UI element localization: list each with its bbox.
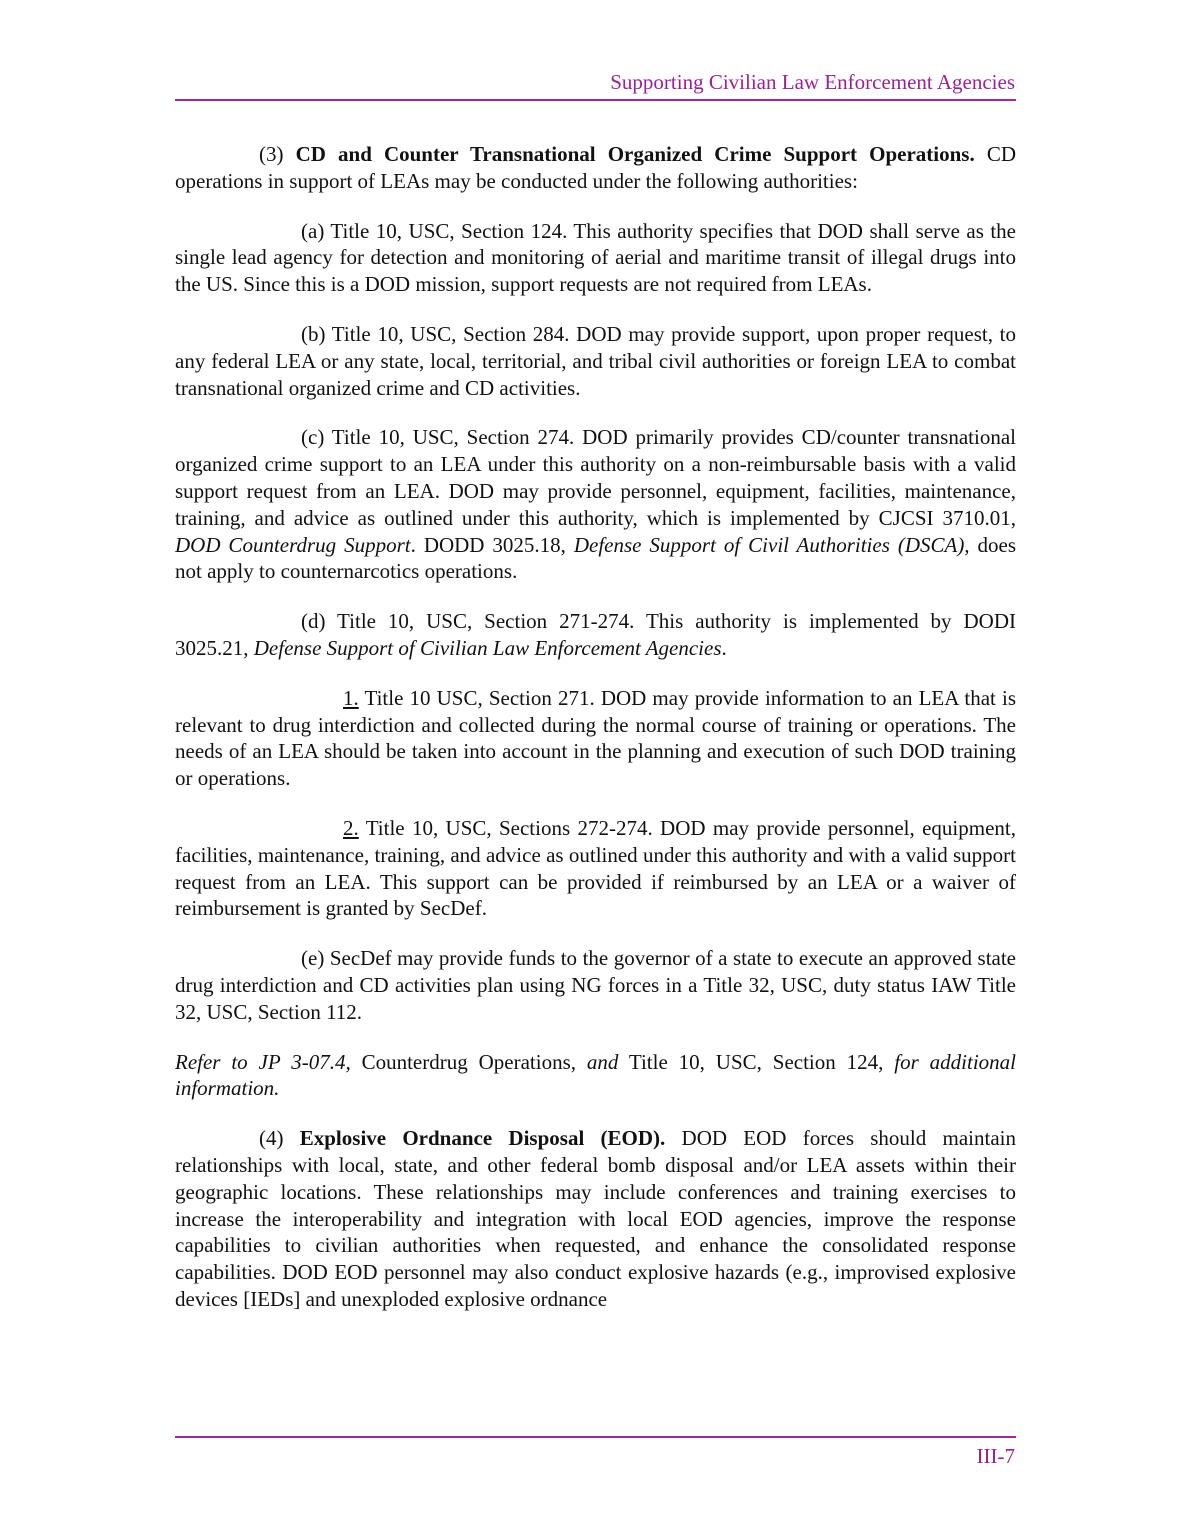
reference-note-text-2: Title 10, USC, Section 124, xyxy=(618,1049,895,1074)
paragraph-c-text-2: . DODD 3025.18, xyxy=(410,532,574,557)
reference-note-suffix: for additional information. xyxy=(175,1049,1016,1101)
page-number: III-7 xyxy=(976,1444,1015,1468)
paragraph-3-text: CD operations in support of LEAs may be conducted under the following authorities: xyxy=(175,142,1016,193)
paragraph-d-1-number: 1. xyxy=(343,685,359,710)
header-rule xyxy=(175,99,1016,101)
paragraph-d-1 xyxy=(175,685,1016,792)
paragraph-d-text-1: (d) Title 10, USC, Section 271-274. This authority is implemented by DODI 3025.21, xyxy=(175,609,1016,660)
paragraph-b: (b) Title 10, USC, Section 284. DOD may provide support, upon proper request, to any federal LEA or any state, local, territorial, and tribal civil authorities or foreign LEA to combat transnational organized crime and CD activities. xyxy=(175,321,1016,400)
paragraph-3 xyxy=(175,141,1016,195)
paragraph-c-cjcsi-title: DOD Counterdrug Support xyxy=(175,532,411,557)
paragraph-c-dodd-title: Defense Support of Civil Authorities (DSCA), xyxy=(573,532,970,557)
paragraph-4-heading: Explosive Ordnance Disposal (EOD). xyxy=(299,1126,666,1151)
paragraph-a: (a) Title 10, USC, Section 124. This authority specifies that DOD shall serve as the single lead agency for detection and monitoring of aerial and maritime transit of illegal drugs into the US. Since this is a DOD mission, support requests are not required from LEAs. xyxy=(175,218,1016,297)
footer-rule xyxy=(175,1436,1016,1438)
paragraph-d-text-2: . xyxy=(721,635,727,660)
paragraph-3-number: (3) xyxy=(259,142,284,166)
reference-note-jp: Refer to JP 3-07.4, xyxy=(175,1049,351,1074)
reference-note-text-1: Counterdrug Operations, xyxy=(350,1049,587,1074)
reference-note-and: and xyxy=(586,1049,619,1074)
paragraph-d-1-text: Title 10 USC, Section 271. DOD may provide information to an LEA that is relevant to drug interdiction and collected during the normal course of training or operations. The needs of an LEA should be taken into account in the planning and execution of such DOD training or operations. xyxy=(175,685,1016,791)
reference-note xyxy=(175,1049,1016,1103)
paragraph-c-text-1: (c) Title 10, USC, Section 274. DOD primarily provides CD/counter transnational organized crime support to an LEA under this authority on a non-reimbursable basis with a valid support request from an LEA. DOD may provide personnel, equipment, facilities, maintenance, training, and advice as outlined under this authority, which is implemented by CJCSI 3710.01, xyxy=(175,425,1016,530)
paragraph-c-text-3: does not apply to counternarcotics operations. xyxy=(175,532,1016,584)
paragraph-d-dodi-title: Defense Support of Civilian Law Enforcement Agencies xyxy=(253,635,722,660)
document-body xyxy=(175,141,1016,1336)
paragraph-e: (e) SecDef may provide funds to the governor of a state to execute an approved state drug interdiction and CD activities plan using NG forces in a Title 32, USC, duty status IAW Title 32, USC, Section 112. xyxy=(175,946,1016,1024)
running-header: Supporting Civilian Law Enforcement Agencies xyxy=(610,70,1015,94)
paragraph-d xyxy=(175,608,1016,662)
paragraph-d-2-text: Title 10, USC, Sections 272-274. DOD may provide personnel, equipment, facilities, maintenance, training, and advice as outlined under this authority and with a valid support request from an LEA. This support can be provided if reimbursed by an LEA or a waiver of reimbursement is granted by SecDef. xyxy=(175,815,1016,921)
paragraph-d-2 xyxy=(175,815,1016,922)
paragraph-4-number: (4) xyxy=(259,1126,284,1151)
paragraph-4 xyxy=(175,1125,1016,1313)
paragraph-3-heading: CD and Counter Transnational Organized Crime Support Operations. xyxy=(295,142,975,166)
paragraph-d-2-number: 2. xyxy=(343,815,359,840)
paragraph-c xyxy=(175,424,1016,585)
paragraph-4-text: DOD EOD forces should maintain relationships with local, state, and other federal bomb disposal and/or LEA assets within their geographic locations. These relationships may include conferences and training exercises to increase the interoperability and integration with local EOD agencies, improve the response capabilities to civilian authorities when requested, and enhance the consolidated response capabilities. DOD EOD personnel may also conduct explosive hazards (e.g., improvised explosive devices [IEDs] and unexploded explosive ordnance xyxy=(175,1126,1016,1311)
